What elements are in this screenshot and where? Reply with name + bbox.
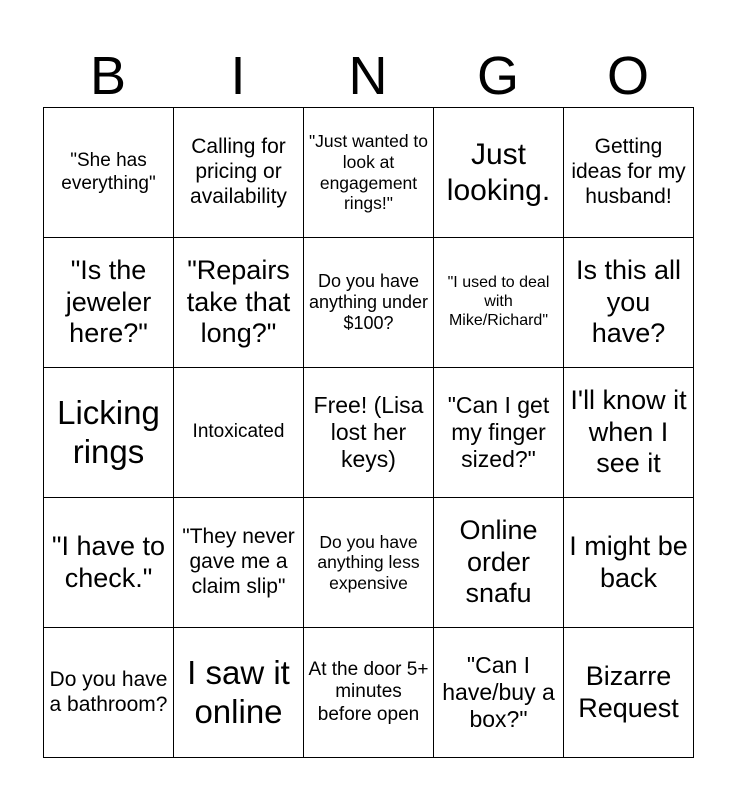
board-row [44, 108, 694, 238]
board-row [44, 238, 694, 368]
bingo-board [43, 107, 694, 758]
bingo-cell[interactable]: Online order snafu [434, 498, 564, 628]
header-letter-o: O [606, 46, 649, 106]
bingo-cell[interactable]: Bizarre Request [564, 628, 694, 758]
bingo-cell[interactable]: Is this all you have? [564, 238, 694, 368]
bingo-cell[interactable]: I'll know it when I see it [564, 368, 694, 498]
bingo-cell[interactable]: Getting ideas for my husband! [564, 108, 694, 238]
bingo-cell[interactable]: Free! (Lisa lost her keys) [304, 368, 434, 498]
bingo-cell[interactable]: Do you have anything under $100? [304, 238, 434, 368]
bingo-cell[interactable]: I saw it online [174, 628, 304, 758]
bingo-cell[interactable]: I might be back [564, 498, 694, 628]
bingo-cell[interactable]: "They never gave me a claim slip" [174, 498, 304, 628]
bingo-header [43, 44, 693, 108]
bingo-cell[interactable]: Intoxicated [174, 368, 304, 498]
header-letter-n: N [348, 46, 388, 106]
board-row [44, 628, 694, 758]
header-letter-g: G [476, 46, 519, 106]
bingo-cell[interactable]: Calling for pricing or availability [174, 108, 304, 238]
bingo-cell[interactable]: "She has everything" [44, 108, 174, 238]
bingo-cell[interactable]: "Can I get my finger sized?" [434, 368, 564, 498]
board-row [44, 368, 694, 498]
bingo-cell[interactable]: "Repairs take that long?" [174, 238, 304, 368]
board-row [44, 498, 694, 628]
header-letter-i: I [230, 46, 246, 106]
bingo-cell[interactable]: Licking rings [44, 368, 174, 498]
bingo-cell[interactable]: At the door 5+ minutes before open [304, 628, 434, 758]
bingo-cell[interactable]: "I have to check." [44, 498, 174, 628]
bingo-cell[interactable]: "Just wanted to look at engagement rings!" [304, 108, 434, 238]
bingo-cell[interactable]: "I used to deal with Mike/Richard" [434, 238, 564, 368]
bingo-cell[interactable]: Just looking. [434, 108, 564, 238]
bingo-cell[interactable]: Do you have a bathroom? [44, 628, 174, 758]
bingo-cell[interactable]: "Can I have/buy a box?" [434, 628, 564, 758]
bingo-cell[interactable]: Do you have anything less expensive [304, 498, 434, 628]
bingo-cell[interactable]: "Is the jeweler here?" [44, 238, 174, 368]
header-letter-b: B [89, 46, 127, 106]
